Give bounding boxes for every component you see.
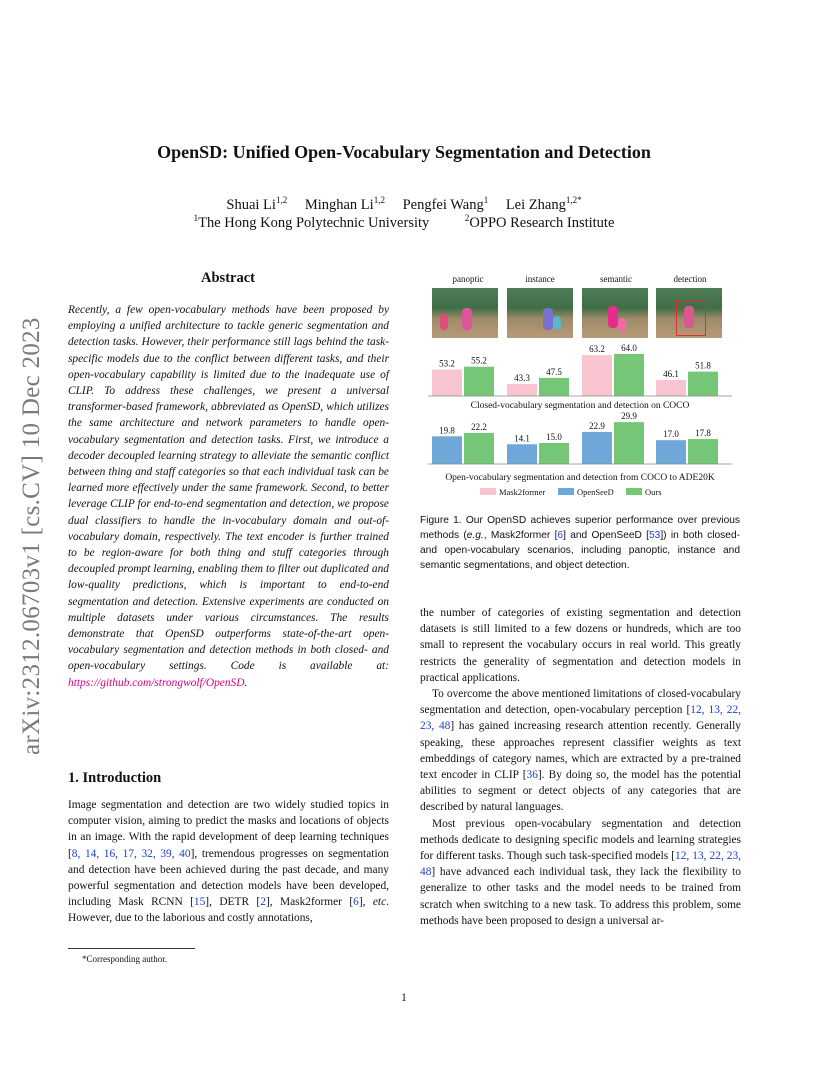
- citation-link[interactable]: 12, 13, 22, 23, 48: [420, 850, 741, 879]
- bar-value-label: 46.1: [663, 368, 679, 379]
- chart-title: Open-vocabulary segmentation and detection from COCO to ADE20K: [445, 473, 715, 483]
- bar-value-label: 17.8: [695, 428, 711, 439]
- bar: [582, 432, 612, 464]
- bar: [539, 378, 569, 396]
- bar-value-label: 14.1: [514, 433, 530, 444]
- bar-value-label: 15.0: [546, 432, 562, 442]
- bar: [614, 422, 644, 464]
- bar: [656, 440, 686, 464]
- legend-label: Mask2former: [499, 487, 546, 497]
- page-number: 1: [401, 992, 407, 1004]
- citation-link[interactable]: 53: [649, 530, 661, 541]
- bar-value-label: 51.8: [695, 360, 711, 371]
- bar-chart: [420, 270, 740, 505]
- bar-value-label: 29.9: [621, 411, 637, 422]
- citation-link[interactable]: 36: [526, 769, 538, 782]
- bar: [688, 439, 718, 464]
- bar: [507, 384, 537, 396]
- section-heading: 1. Introduction: [68, 770, 162, 786]
- citation-link[interactable]: 6: [353, 896, 359, 909]
- bar-value-label: 53.2: [439, 358, 455, 369]
- arxiv-identifier: arXiv:2312.06703v1 [cs.CV] 10 Dec 2023: [18, 317, 45, 755]
- bar-value-label: 55.2: [471, 355, 487, 366]
- bar: [688, 372, 718, 396]
- bar-value-label: 63.2: [589, 344, 605, 355]
- legend-label: OpenSeeD: [577, 487, 614, 497]
- bar: [614, 354, 644, 396]
- paragraph: the number of categories of existing segmentation and detection datasets is still limited to a few dozens or hundreds, which are too small to represent the vocabulary occurs in real world. This greatly restricts the generality of segmentation and detection models in practical applications.: [420, 607, 741, 684]
- abstract-heading: Abstract: [201, 270, 255, 286]
- paragraph: Most previous open-vocabulary segmentation and detection methods dedicate to designing specific models and learning strategies for different tasks. Though such task-specified models [12, 13, 22, 23, 48] have advanced each individual task, they lack the flexibility to generalize to other tasks and the model needs to be trained from scratch when switching to a new task. To address this problem, some methods have been proposed to design a universal ar-: [420, 817, 741, 927]
- affiliation-list: [0, 215, 808, 232]
- panel-label: semantic: [600, 274, 632, 284]
- panel-label: detection: [673, 274, 707, 284]
- legend-swatch: [626, 488, 642, 495]
- code-link[interactable]: https://github.com/strongwolf/OpenSD: [68, 676, 245, 689]
- legend-swatch: [480, 488, 496, 495]
- panel-label: instance: [525, 274, 555, 284]
- citation-link[interactable]: 8, 14, 16, 17, 32, 39, 40: [71, 847, 191, 860]
- figure-caption: Figure 1. Our OpenSD achieves superior performance over previous methods (e.g., Mask2former [6] and OpenSeeD [53]) in both closed- and open-vocabulary scenarios, including panoptic, instance and semantic segmentations, and object detection.: [420, 515, 741, 571]
- bar: [464, 433, 494, 464]
- bar-value-label: 43.3: [514, 372, 530, 383]
- bar-value-label: 47.5: [546, 366, 562, 377]
- bar: [582, 355, 612, 396]
- citation-link[interactable]: 2: [260, 896, 266, 909]
- bar: [432, 370, 462, 396]
- bar: [539, 443, 569, 464]
- bar: [507, 444, 537, 464]
- paper-title: OpenSD: Unified Open-Vocabulary Segmentation and Detection: [157, 142, 651, 162]
- panel-label: panoptic: [452, 274, 484, 284]
- bar-value-label: 64.0: [621, 342, 637, 353]
- author-list: [0, 197, 808, 214]
- bar-value-label: 19.8: [439, 425, 455, 436]
- bar: [656, 380, 686, 396]
- intro-paragraph: Image segmentation and detection are two widely studied topics in computer vision, aiming to predict the masks and locations of objects in an image. With the rapid development of deep learning techniques [8, 14, 16, 17, 32, 39, 40], tremendous progresses on segmentation and detection have been achieved during the past decade, and many powerful segmentation and detection models have been developed, including Mask RCNN [15], DETR [2], Mask2former [6], etc. However, due to the laborious and costly annotations,: [68, 799, 389, 925]
- bar: [432, 436, 462, 464]
- citation-link[interactable]: 15: [193, 896, 206, 909]
- legend-swatch: [558, 488, 574, 495]
- citation-link[interactable]: 12, 13, 22, 23, 48: [420, 704, 741, 733]
- abstract-body: Recently, a few open-vocabulary methods have been proposed by employing a unified architecture to tackle generic segmentation and detection tasks. However, their performance still lags behind the task-specific models due to the conflict between different tasks, and their open-vocabulary capability is limited due to the inadequate use of CLIP. To address these challenges, we present a universal transformer-based framework, abbreviated as OpenSD, which utilizes the same architecture and network parameters to handle open-vocabulary segmentation and detection tasks. First, we introduce a decoder decoupled learning strategy to alleviate the semantic conflict between thing and staff categories so that each individual task can be learned more effectively under the same framework. Second, to better leverage CLIP for end-to-end segmentation and detection, we propose dual classifiers to handle the in-vocabulary domain and out-of-vocabulary domain, respectively. The text encoder is further trained to be region-aware for both thing and stuff categories through decoupled prompt learning, enabling them to filter out duplicated and low-quality predictions, which is important to end-to-end segmentation and detection. Extensive experiments are conducted on multiple datasets under various circumstances. The results demonstrate that OpenSD outperforms state-of-the-art open-vocabulary segmentation and detection methods in both closed- and open-vocabulary settings. Code is available at: https://github.com/strongwolf/OpenSD.: [68, 304, 389, 689]
- citation-link[interactable]: 6: [557, 530, 564, 541]
- right-column-text: [420, 605, 741, 929]
- author: Pengfei Wang$^1$: [402, 195, 489, 213]
- bar: [464, 367, 494, 396]
- affiliation: $^1$The Hong Kong Polytechnic University: [193, 213, 430, 231]
- author: Minghan Li$^{1,2}$: [304, 195, 385, 213]
- affiliation: $^2$OPPO Research Institute: [464, 213, 615, 231]
- author: Shuai Li$^{1,2}$: [226, 195, 288, 213]
- paragraph: To overcome the above mentioned limitations of closed-vocabulary segmentation and detection, open-vocabulary perception [12, 13, 22, 23, 48] has gained increasing research attention recently. Generally speaking, these approaches represent classifier weights as text embeddings of category names, which are extracted by a pre-trained text encoder in CLIP [36]. By doing so, the model has the potential abilities to segment or detect objects of any categories that are described by natural languages.: [420, 688, 741, 814]
- footnote: *Corresponding author.: [82, 954, 167, 964]
- bar-value-label: 22.2: [471, 421, 487, 432]
- author: Lei Zhang$^{1,2*}$: [505, 195, 582, 213]
- bar-value-label: 17.0: [663, 429, 679, 440]
- footnote-rule: [68, 948, 195, 949]
- legend-label: Ours: [645, 487, 662, 497]
- chart-title: Closed-vocabulary segmentation and detection on COCO: [470, 401, 690, 411]
- bar-value-label: 22.9: [589, 420, 605, 431]
- figure-1: [420, 270, 740, 505]
